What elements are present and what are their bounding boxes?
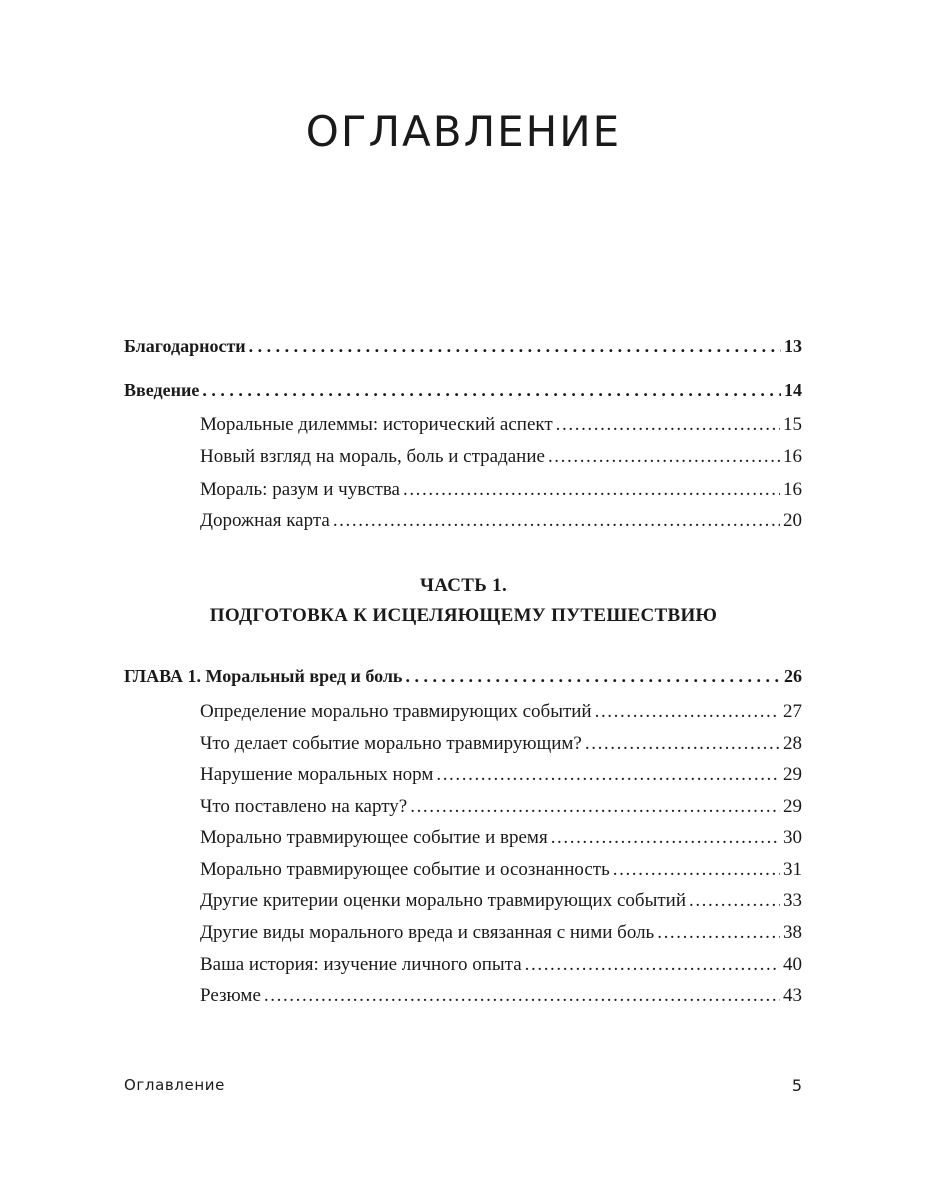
page-title: ОГЛАВЛЕНИЕ <box>305 107 622 156</box>
toc-subentry[interactable] <box>200 919 802 947</box>
toc-subentry-page: 16 <box>783 479 802 500</box>
dot-leader <box>249 332 781 360</box>
toc-subentry-title: Мораль: разум и чувства <box>200 479 400 500</box>
toc-subentry[interactable] <box>200 982 802 1010</box>
dot-leader <box>264 982 780 1010</box>
toc-subentry-title: Морально травмирующее событие и осознанность <box>200 859 610 880</box>
toc-subentry-page: 38 <box>783 922 802 943</box>
dot-leader <box>436 761 780 789</box>
toc-subentry-page: 15 <box>783 414 802 435</box>
toc-subentry[interactable] <box>200 411 802 439</box>
toc-entry-title: Благодарности <box>124 336 246 356</box>
page-number: 5 <box>791 1076 802 1095</box>
toc-entry-introduction[interactable] <box>124 376 802 404</box>
toc-subentry[interactable] <box>200 824 802 852</box>
toc-subentry[interactable] <box>200 476 802 504</box>
dot-leader <box>657 919 780 947</box>
toc-subentry-title: Морально травмирующее событие и время <box>200 827 548 848</box>
dot-leader <box>403 476 780 504</box>
toc-subentry[interactable] <box>200 951 802 979</box>
dot-leader <box>556 411 780 439</box>
toc-subentry-title: Что делает событие морально травмирующим? <box>200 733 582 754</box>
toc-subentry-page: 29 <box>783 764 802 785</box>
toc-subentry-title: Моральные дилеммы: исторический аспект <box>200 414 553 435</box>
toc-entry-page: 14 <box>784 380 802 400</box>
toc-subentry-title: Другие критерии оценки морально травмирующих событий <box>200 890 686 911</box>
toc-subentry[interactable] <box>200 443 802 471</box>
toc-subentry-title: Ваша история: изучение личного опыта <box>200 954 522 975</box>
toc-subentry-title: Определение морально травмирующих событий <box>200 701 592 722</box>
toc-entry-title: Введение <box>124 380 200 400</box>
toc-subentry-page: 20 <box>783 510 802 531</box>
toc-entry-acknowledgements[interactable] <box>124 332 802 360</box>
toc-entry-page: 26 <box>784 666 802 686</box>
dot-leader <box>525 951 780 979</box>
dot-leader <box>551 824 780 852</box>
toc-subentry-title: Что поставлено на карту? <box>200 796 408 817</box>
dot-leader <box>410 793 780 821</box>
running-footer: Оглавление <box>124 1076 225 1094</box>
toc-subentry[interactable] <box>200 730 802 758</box>
part-label: ЧАСТЬ 1. <box>419 575 508 596</box>
toc-subentry-page: 16 <box>783 446 802 467</box>
toc-entry-chapter-1[interactable] <box>124 662 802 690</box>
part-title: ПОДГОТОВКА К ИСЦЕЛЯЮЩЕМУ ПУТЕШЕСТВИЮ <box>209 605 718 626</box>
toc-subentry-page: 30 <box>783 827 802 848</box>
toc-subentry-title: Дорожная карта <box>200 510 330 531</box>
dot-leader <box>585 730 780 758</box>
toc-subentry-page: 28 <box>783 733 802 754</box>
toc-subentry-page: 29 <box>783 796 802 817</box>
dot-leader <box>405 662 781 690</box>
toc-subentry[interactable] <box>200 507 802 535</box>
toc-entry-page: 13 <box>784 336 802 356</box>
toc-subentry[interactable] <box>200 887 802 915</box>
toc-subentry-title: Новый взгляд на мораль, боль и страдание <box>200 446 545 467</box>
toc-subentry[interactable] <box>200 793 802 821</box>
dot-leader <box>595 698 780 726</box>
toc-subentry-title: Резюме <box>200 985 261 1006</box>
dot-leader <box>613 856 780 884</box>
toc-subentry[interactable] <box>200 856 802 884</box>
toc-subentry-page: 31 <box>783 859 802 880</box>
dot-leader <box>548 443 780 471</box>
toc-subentry-page: 27 <box>783 701 802 722</box>
dot-leader <box>333 507 780 535</box>
toc-subentry-page: 33 <box>783 890 802 911</box>
toc-subentry-page: 40 <box>783 954 802 975</box>
toc-subentry[interactable] <box>200 761 802 789</box>
toc-subentry-title: Другие виды морального вреда и связанная с ними боль <box>200 922 655 943</box>
dot-leader <box>689 887 780 915</box>
toc-subentry-page: 43 <box>783 985 802 1006</box>
toc-entry-title: ГЛАВА 1. Моральный вред и боль <box>124 666 403 686</box>
dot-leader <box>202 376 781 404</box>
toc-subentry-title: Нарушение моральных норм <box>200 764 434 785</box>
toc-subentry[interactable] <box>200 698 802 726</box>
